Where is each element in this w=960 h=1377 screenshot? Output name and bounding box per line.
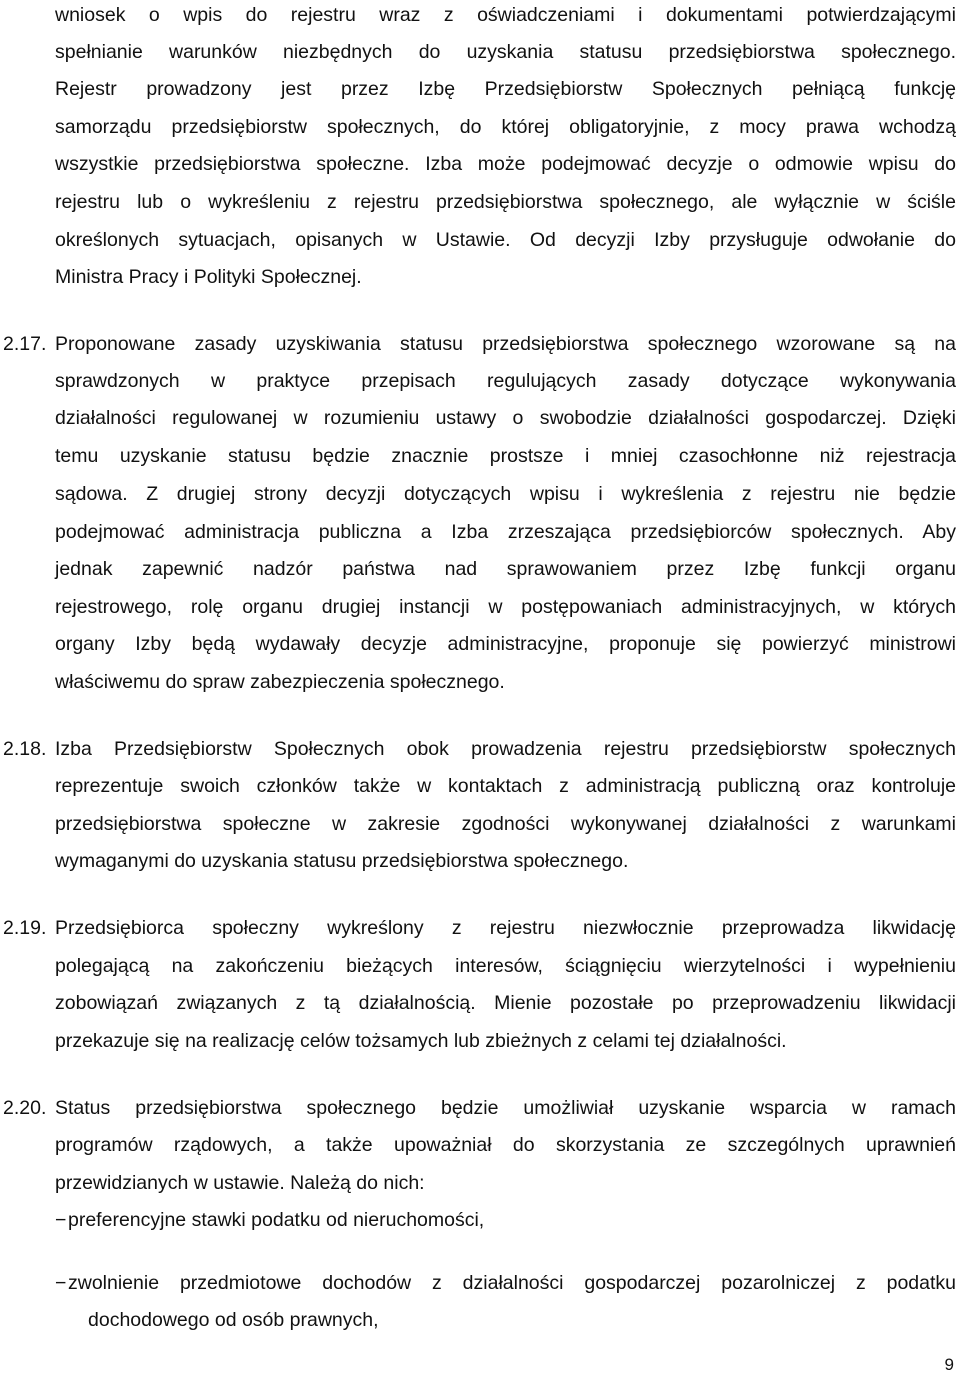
section-number: 2.19.: [3, 917, 47, 939]
text-line: właściwemu do spraw zabezpieczenia społecznego.: [55, 671, 505, 693]
text-line: Rejestr prowadzony jest przez Izbę Przedsiębiorstw Społecznych pełniącą funkcję: [55, 78, 956, 100]
text-line: spełnianie warunków niezbędnych do uzyskania statusu przedsiębiorstwa społecznego.: [55, 41, 956, 63]
text-line: przewidzianych w ustawie. Należą do nich:: [55, 1172, 425, 1194]
text-line: polegającą na zakończeniu bieżących interesów, ściągnięciu wierzytelności i wypełnieniu: [55, 955, 956, 977]
bullet-text: zwolnienie przedmiotowe dochodów z działalności gospodarczej pozarolniczej z podatku: [68, 1272, 956, 1294]
text-line: przekazuje się na realizację celów tożsamych lub zbieżnych z celami tej działalności.: [55, 1030, 787, 1052]
bullet-text: dochodowego od osób prawnych,: [88, 1309, 379, 1331]
text-line: rejestrowego, rolę organu drugiej instancji w postępowaniach administracyjnych, w których: [55, 596, 956, 618]
text-line: Status przedsiębiorstwa społecznego będzie umożliwiał uzyskanie wsparcia w ramach: [55, 1097, 956, 1119]
text-line: działalności regulowanej w rozumieniu ustawy o swobodzie działalności gospodarczej. Dzięki: [55, 407, 956, 429]
text-line: zobowiązań związanych z tą działalnością. Mienie pozostałe po przeprowadzeniu likwidacji: [55, 992, 956, 1014]
text-line: Proponowane zasady uzyskiwania statusu przedsiębiorstwa społecznego wzorowane są na: [55, 333, 956, 355]
text-line: temu uzyskanie statusu będzie znacznie prostsze i mniej czasochłonne niż rejestracja: [55, 445, 956, 467]
text-line: podejmować administracja publiczna a Izba zrzeszająca przedsiębiorców społecznych. Aby: [55, 521, 956, 543]
text-line: jednak zapewnić nadzór państwa nad sprawowaniem przez Izbę funkcji organu: [55, 558, 956, 580]
text-line: reprezentuje swoich członków także w kontaktach z administracją publiczną oraz kontroluje: [55, 775, 956, 797]
text-line: rejestru lub o wykreśleniu z rejestru przedsiębiorstwa społecznego, ale wyłącznie w ściśle: [55, 191, 956, 213]
page-number: 9: [944, 1355, 954, 1374]
section-number: 2.17.: [3, 333, 47, 355]
text-line: Przedsiębiorca społeczny wykreślony z rejestru niezwłocznie przeprowadza likwidację: [55, 917, 956, 939]
dash-bullet-icon: −: [55, 1209, 67, 1231]
dash-bullet-icon: −: [55, 1272, 67, 1294]
text-line: sądowa. Z drugiej strony decyzji dotyczących wpisu i wykreślenia z rejestru nie będzie: [55, 483, 956, 505]
text-line: wszystkie przedsiębiorstwa społeczne. Izba może podejmować decyzje o odmowie wpisu do: [55, 153, 956, 175]
text-line: określonych sytuacjach, opisanych w Ustawie. Od decyzji Izby przysługuje odwołanie do: [55, 229, 956, 251]
text-line: sprawdzonych w praktyce przepisach regulujących zasady dotyczące wykonywania: [55, 370, 956, 392]
section-number: 2.20.: [3, 1097, 47, 1119]
bullet-text: preferencyjne stawki podatku od nieruchomości,: [68, 1209, 485, 1231]
text-line: przedsiębiorstwa społeczne w zakresie zgodności wykonywanej działalności z warunkami: [55, 813, 956, 835]
text-line: wniosek o wpis do rejestru wraz z oświadczeniami i dokumentami potwierdzającymi: [55, 4, 956, 26]
text-line: wymaganymi do uzyskania statusu przedsiębiorstwa społecznego.: [55, 850, 629, 872]
text-line: samorządu przedsiębiorstw społecznych, do której obligatoryjnie, z mocy prawa wchodzą: [55, 116, 956, 138]
text-line: Ministra Pracy i Polityki Społecznej.: [55, 266, 362, 288]
text-line: programów rządowych, a także upoważniał do skorzystania ze szczególnych uprawnień: [55, 1134, 956, 1156]
text-line: organy Izby będą wydawały decyzje administracyjne, proponuje się powierzyć ministrowi: [55, 633, 956, 655]
section-number: 2.18.: [3, 738, 47, 760]
text-line: Izba Przedsiębiorstw Społecznych obok prowadzenia rejestru przedsiębiorstw społecznych: [55, 738, 956, 760]
